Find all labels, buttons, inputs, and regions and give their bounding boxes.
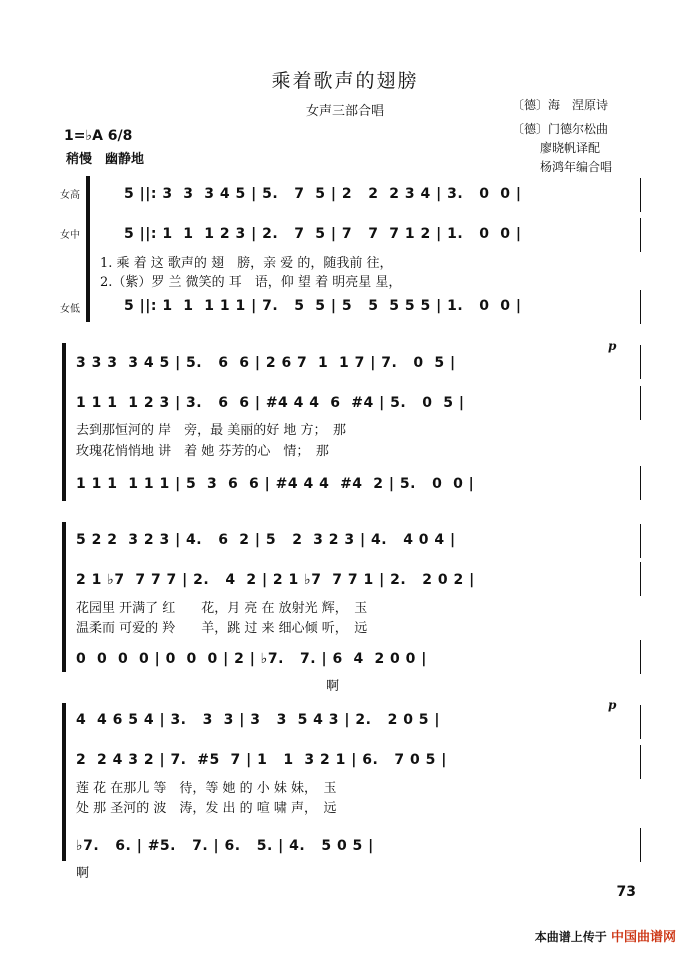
- song-title: 乘着歌声的翅膀: [271, 70, 419, 92]
- page-number: 73: [616, 884, 636, 900]
- notes-alto: 1 1 1 1 2 3 | 3. 6 6 | #4 4 4 6 #4 | 5. 0 5 |: [76, 395, 465, 411]
- notes-soprano: 3 3 3 3 4 5 | 5. 6 6 | 2 6 7 1 1 7 | 7. 0 5 |: [76, 355, 456, 371]
- notes-bass: 5 ||: 1 1 1 1 1 | 7. 5 5 | 5 5 5 5 5 | 1. 0 0 |: [124, 298, 522, 314]
- barline: [640, 466, 641, 500]
- barline: [640, 386, 641, 420]
- footer-text: 本曲谱上传于: [534, 930, 607, 944]
- lyric-vocalise: 啊: [76, 866, 90, 881]
- lyric-verse-2: 玫瑰花悄悄地 讲 着 她 芬芳的心 情； 那: [76, 444, 329, 459]
- system-bracket: [62, 703, 66, 861]
- barline: [640, 218, 641, 252]
- dynamic-marking: p: [608, 698, 617, 712]
- lyric-verse-1: 去到那恒河的 岸 旁，最 美丽的好 地 方； 那: [76, 423, 347, 438]
- barline: [640, 524, 641, 558]
- system-bracket: [62, 343, 66, 501]
- barline: [640, 562, 641, 596]
- notes-alto: 5 ||: 1 1 1 2 3 | 2. 7 5 | 7 7 7 1 2 | 1. 0 0 |: [124, 226, 522, 242]
- system-bracket: [86, 176, 90, 322]
- barline: [640, 640, 641, 674]
- credit-composer: 〔德〕门德尔松曲: [512, 122, 609, 136]
- dynamic-marking: p: [608, 339, 617, 353]
- lyric-verse-2: 处 那 圣河的 波 涛，发 出 的 喧 啸 声， 远: [76, 801, 337, 816]
- lyric-verse-2: 温柔而 可爱的 羚 羊，跳 过 来 细心倾 听， 远: [76, 621, 368, 636]
- notes-alto: 2 2 4 3 2 | 7. #5 7 | 1 1 3 2 1 | 6. 7 0 5 |: [76, 752, 447, 768]
- credit-arranger: 杨鸿年编合唱: [540, 160, 613, 174]
- barline: [640, 828, 641, 862]
- barline: [640, 745, 641, 779]
- system-bracket: [62, 522, 66, 672]
- credit-translator: 廖晓帆译配: [540, 141, 601, 155]
- barline: [640, 178, 641, 212]
- lyric-verse-1: 1. 乘 着 这 歌声的 翅 膀，亲 爱 的，随我前 往，: [100, 256, 393, 271]
- notes-soprano: 4 4 6 5 4 | 3. 3 3 | 3 3 5 4 3 | 2. 2 0 5 |: [76, 712, 441, 728]
- barline: [640, 290, 641, 324]
- notes-soprano: 5 ||: 3 3 3 4 5 | 5. 7 5 | 2 2 2 3 4 | 3. 0 0 |: [124, 186, 522, 202]
- notes-bass: 0 0 0 0 | 0 0 0 | 2 | ♭7. 7. | 6 4 2 0 0 |: [76, 651, 427, 667]
- notes-bass: ♭7. 6. | #5. 7. | 6. 5. | 4. 5 0 5 |: [76, 838, 374, 854]
- lyric-verse-1: 莲 花 在那儿 等 待，等 她 的 小 妹 妹， 玉: [76, 781, 337, 796]
- lyric-verse-1: 花园里 开满了 红 花，月 亮 在 放射光 辉， 玉: [76, 601, 368, 616]
- lyric-verse-2: 2.（紫）罗 兰 微笑的 耳 语，仰 望 着 明亮星 星，: [100, 275, 402, 290]
- site-logo[interactable]: 中国曲谱网: [610, 930, 676, 945]
- key-signature: 1=♭A 6/8: [64, 128, 133, 144]
- notes-soprano: 5 2 2 3 2 3 | 4. 6 2 | 5 2 3 2 3 | 4. 4 0 4 |: [76, 532, 456, 548]
- tempo-marking: 稍慢 幽静地: [66, 152, 145, 167]
- notes-bass: 1 1 1 1 1 1 | 5 3 6 6 | #4 4 4 #4 2 | 5. 0 0 |: [76, 476, 475, 492]
- voice-label-alto: 女中: [60, 230, 80, 241]
- credit-lyricist: 〔德〕海 涅原诗: [512, 98, 609, 112]
- voice-label-bass: 女低: [60, 304, 80, 315]
- barline: [640, 705, 641, 739]
- barline: [640, 345, 641, 379]
- footer-watermark: [535, 926, 676, 945]
- notes-alto: 2 1 ♭7 7 7 7 | 2. 4 2 | 2 1 ♭7 7 7 1 | 2. 2 0 2 |: [76, 572, 475, 588]
- song-subtitle: 女声三部合唱: [305, 104, 384, 119]
- lyric-vocalise: 啊: [326, 679, 340, 694]
- voice-label-soprano: 女高: [60, 190, 80, 201]
